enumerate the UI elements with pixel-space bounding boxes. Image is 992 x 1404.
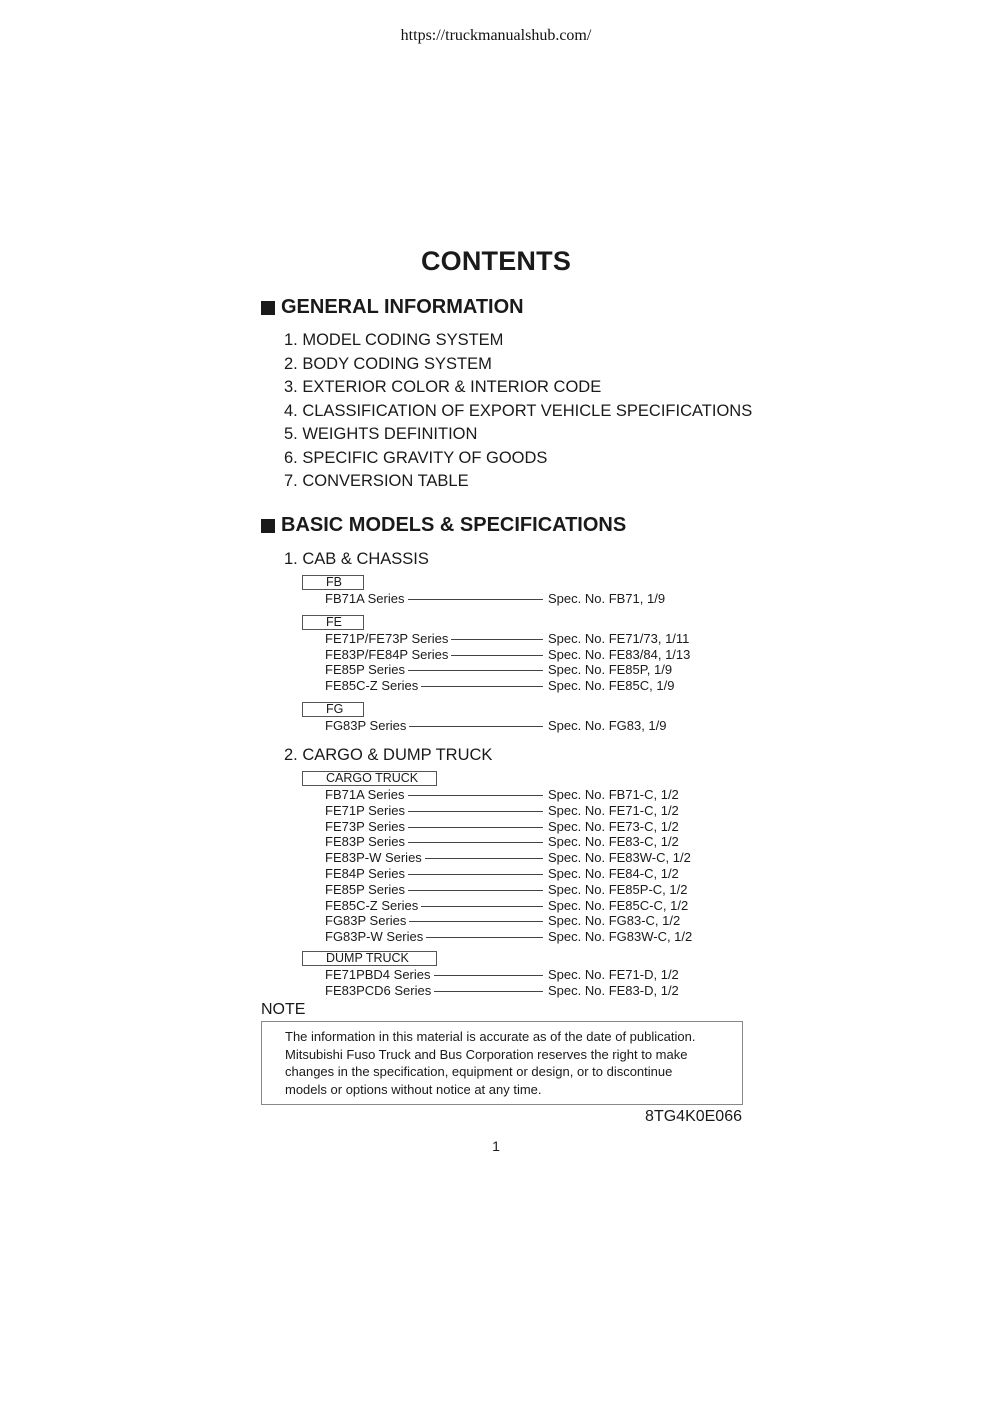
spec-number: Spec. No. FE71-C, 1/2 xyxy=(548,802,679,818)
spec-row[interactable] xyxy=(261,866,861,882)
square-bullet-icon xyxy=(261,301,275,315)
spec-row[interactable] xyxy=(261,662,861,678)
spec-number: Spec. No. FE83-D, 1/2 xyxy=(548,982,679,998)
series-name: FG83P Series xyxy=(325,718,409,734)
general-information-list xyxy=(261,329,861,494)
note-box xyxy=(261,1021,743,1105)
spec-number: Spec. No. FE85P, 1/9 xyxy=(548,662,673,678)
series-name: FE83P-W Series xyxy=(325,850,425,866)
spec-number: Spec. No. FE83/84, 1/13 xyxy=(548,646,691,662)
group-fe xyxy=(261,613,861,694)
spec-number: Spec. No. FE83W-C, 1/2 xyxy=(548,850,691,866)
page-number: 1 xyxy=(492,1138,500,1154)
note-line: models or options without notice at any time. xyxy=(285,1081,542,1097)
spec-number: Spec. No. FG83-C, 1/2 xyxy=(548,913,681,929)
spec-number: Spec. No. FE85C, 1/9 xyxy=(548,678,675,694)
series-name: FE71PBD4 Series xyxy=(325,967,434,983)
page-title: CONTENTS xyxy=(420,246,572,276)
series-name: FG83P-W Series xyxy=(325,929,426,945)
cargo-dump-block xyxy=(261,745,861,999)
group-label-fe: FE xyxy=(302,615,364,630)
toc-item-weights-definition[interactable]: 5. WEIGHTS DEFINITION xyxy=(284,425,478,443)
basic-models-section xyxy=(261,514,861,537)
series-name: FE85P Series xyxy=(325,662,408,678)
spec-row[interactable] xyxy=(261,787,861,803)
series-name: FE83PCD6 Series xyxy=(325,983,434,999)
spec-row[interactable] xyxy=(261,834,861,850)
series-name: FE84P Series xyxy=(325,866,408,882)
group-fg xyxy=(261,700,861,734)
basic-models-heading xyxy=(261,514,861,537)
spec-row[interactable] xyxy=(261,882,861,898)
general-information-section xyxy=(261,296,861,494)
series-name: FB71A Series xyxy=(325,787,408,803)
spec-number: Spec. No. FB71, 1/9 xyxy=(548,591,666,606)
series-name: FG83P Series xyxy=(325,913,409,929)
group-label-cargo-truck: CARGO TRUCK xyxy=(302,771,437,786)
group-cargo-truck xyxy=(261,769,861,945)
spec-number: Spec. No. FE83-C, 1/2 xyxy=(548,834,679,850)
spec-number: Spec. No. FE73-C, 1/2 xyxy=(548,818,679,834)
series-name: FE85P Series xyxy=(325,882,408,898)
series-name: FE71P Series xyxy=(325,803,408,819)
general-information-title: GENERAL INFORMATION xyxy=(281,296,524,318)
spec-number: Spec. No. FB71-C, 1/2 xyxy=(548,787,679,802)
series-name: FE85C-Z Series xyxy=(325,898,421,914)
note-label: NOTE xyxy=(261,1001,306,1018)
spec-number: Spec. No. FG83, 1/9 xyxy=(548,717,667,733)
series-name: FE73P Series xyxy=(325,819,408,835)
cab-chassis-title[interactable]: 1. CAB & CHASSIS xyxy=(284,550,429,568)
group-label-fb: FB xyxy=(302,575,364,590)
spec-number: Spec. No. FE85P-C, 1/2 xyxy=(548,881,688,897)
series-name: FE83P/FE84P Series xyxy=(325,647,451,663)
general-information-heading xyxy=(261,296,861,319)
spec-row[interactable] xyxy=(261,913,861,929)
toc-item-model-coding[interactable]: 1. MODEL CODING SYSTEM xyxy=(284,331,504,349)
document-code: 8TG4K0E066 xyxy=(645,1108,742,1125)
source-url[interactable]: https://truckmanualshub.com/ xyxy=(400,27,592,44)
group-fb xyxy=(261,573,861,607)
spec-row[interactable] xyxy=(261,819,861,835)
toc-item-classification[interactable]: 4. CLASSIFICATION OF EXPORT VEHICLE SPECIFICATIONS xyxy=(284,401,753,420)
note-line: changes in the specification, equipment or design, or to discontinue xyxy=(285,1064,673,1079)
toc-item-specific-gravity[interactable]: 6. SPECIFIC GRAVITY OF GOODS xyxy=(284,448,548,467)
toc-item-conversion-table[interactable]: 7. CONVERSION TABLE xyxy=(284,472,469,490)
spec-row[interactable] xyxy=(261,898,861,914)
spec-row[interactable] xyxy=(261,967,861,983)
series-name: FE83P Series xyxy=(325,834,408,850)
spec-row[interactable] xyxy=(261,678,861,694)
toc-item-exterior-color[interactable]: 3. EXTERIOR COLOR & INTERIOR CODE xyxy=(284,378,602,396)
cargo-dump-title[interactable]: 2. CARGO & DUMP TRUCK xyxy=(284,746,493,764)
cab-chassis-block xyxy=(261,549,861,734)
series-name: FE85C-Z Series xyxy=(325,678,421,694)
group-label-dump-truck: DUMP TRUCK xyxy=(302,951,437,966)
note-line: The information in this material is accurate as of the date of publication. xyxy=(285,1029,696,1044)
spec-row[interactable] xyxy=(261,591,861,607)
series-name: FE71P/FE73P Series xyxy=(325,631,451,647)
spec-number: Spec. No. FE84-C, 1/2 xyxy=(548,865,679,881)
group-dump-truck xyxy=(261,949,861,999)
spec-row[interactable] xyxy=(261,718,861,734)
note-line: Mitsubishi Fuso Truck and Bus Corporation reserves the right to make xyxy=(285,1046,688,1062)
series-name: FB71A Series xyxy=(325,591,408,607)
spec-number: Spec. No. FG83W-C, 1/2 xyxy=(548,929,693,945)
toc-item-body-coding[interactable]: 2. BODY CODING SYSTEM xyxy=(284,354,492,373)
spec-number: Spec. No. FE71-D, 1/2 xyxy=(548,966,679,982)
square-bullet-icon xyxy=(261,519,275,533)
spec-row[interactable] xyxy=(261,983,861,999)
group-label-fg: FG xyxy=(302,702,364,717)
spec-row[interactable] xyxy=(261,803,861,819)
spec-row[interactable] xyxy=(261,929,861,945)
spec-number: Spec. No. FE85C-C, 1/2 xyxy=(548,897,689,913)
basic-models-title: BASIC MODELS & SPECIFICATIONS xyxy=(281,514,627,536)
spec-row[interactable] xyxy=(261,631,861,647)
spec-row[interactable] xyxy=(261,850,861,866)
spec-row[interactable] xyxy=(261,647,861,663)
spec-number: Spec. No. FE71/73, 1/11 xyxy=(548,630,690,646)
